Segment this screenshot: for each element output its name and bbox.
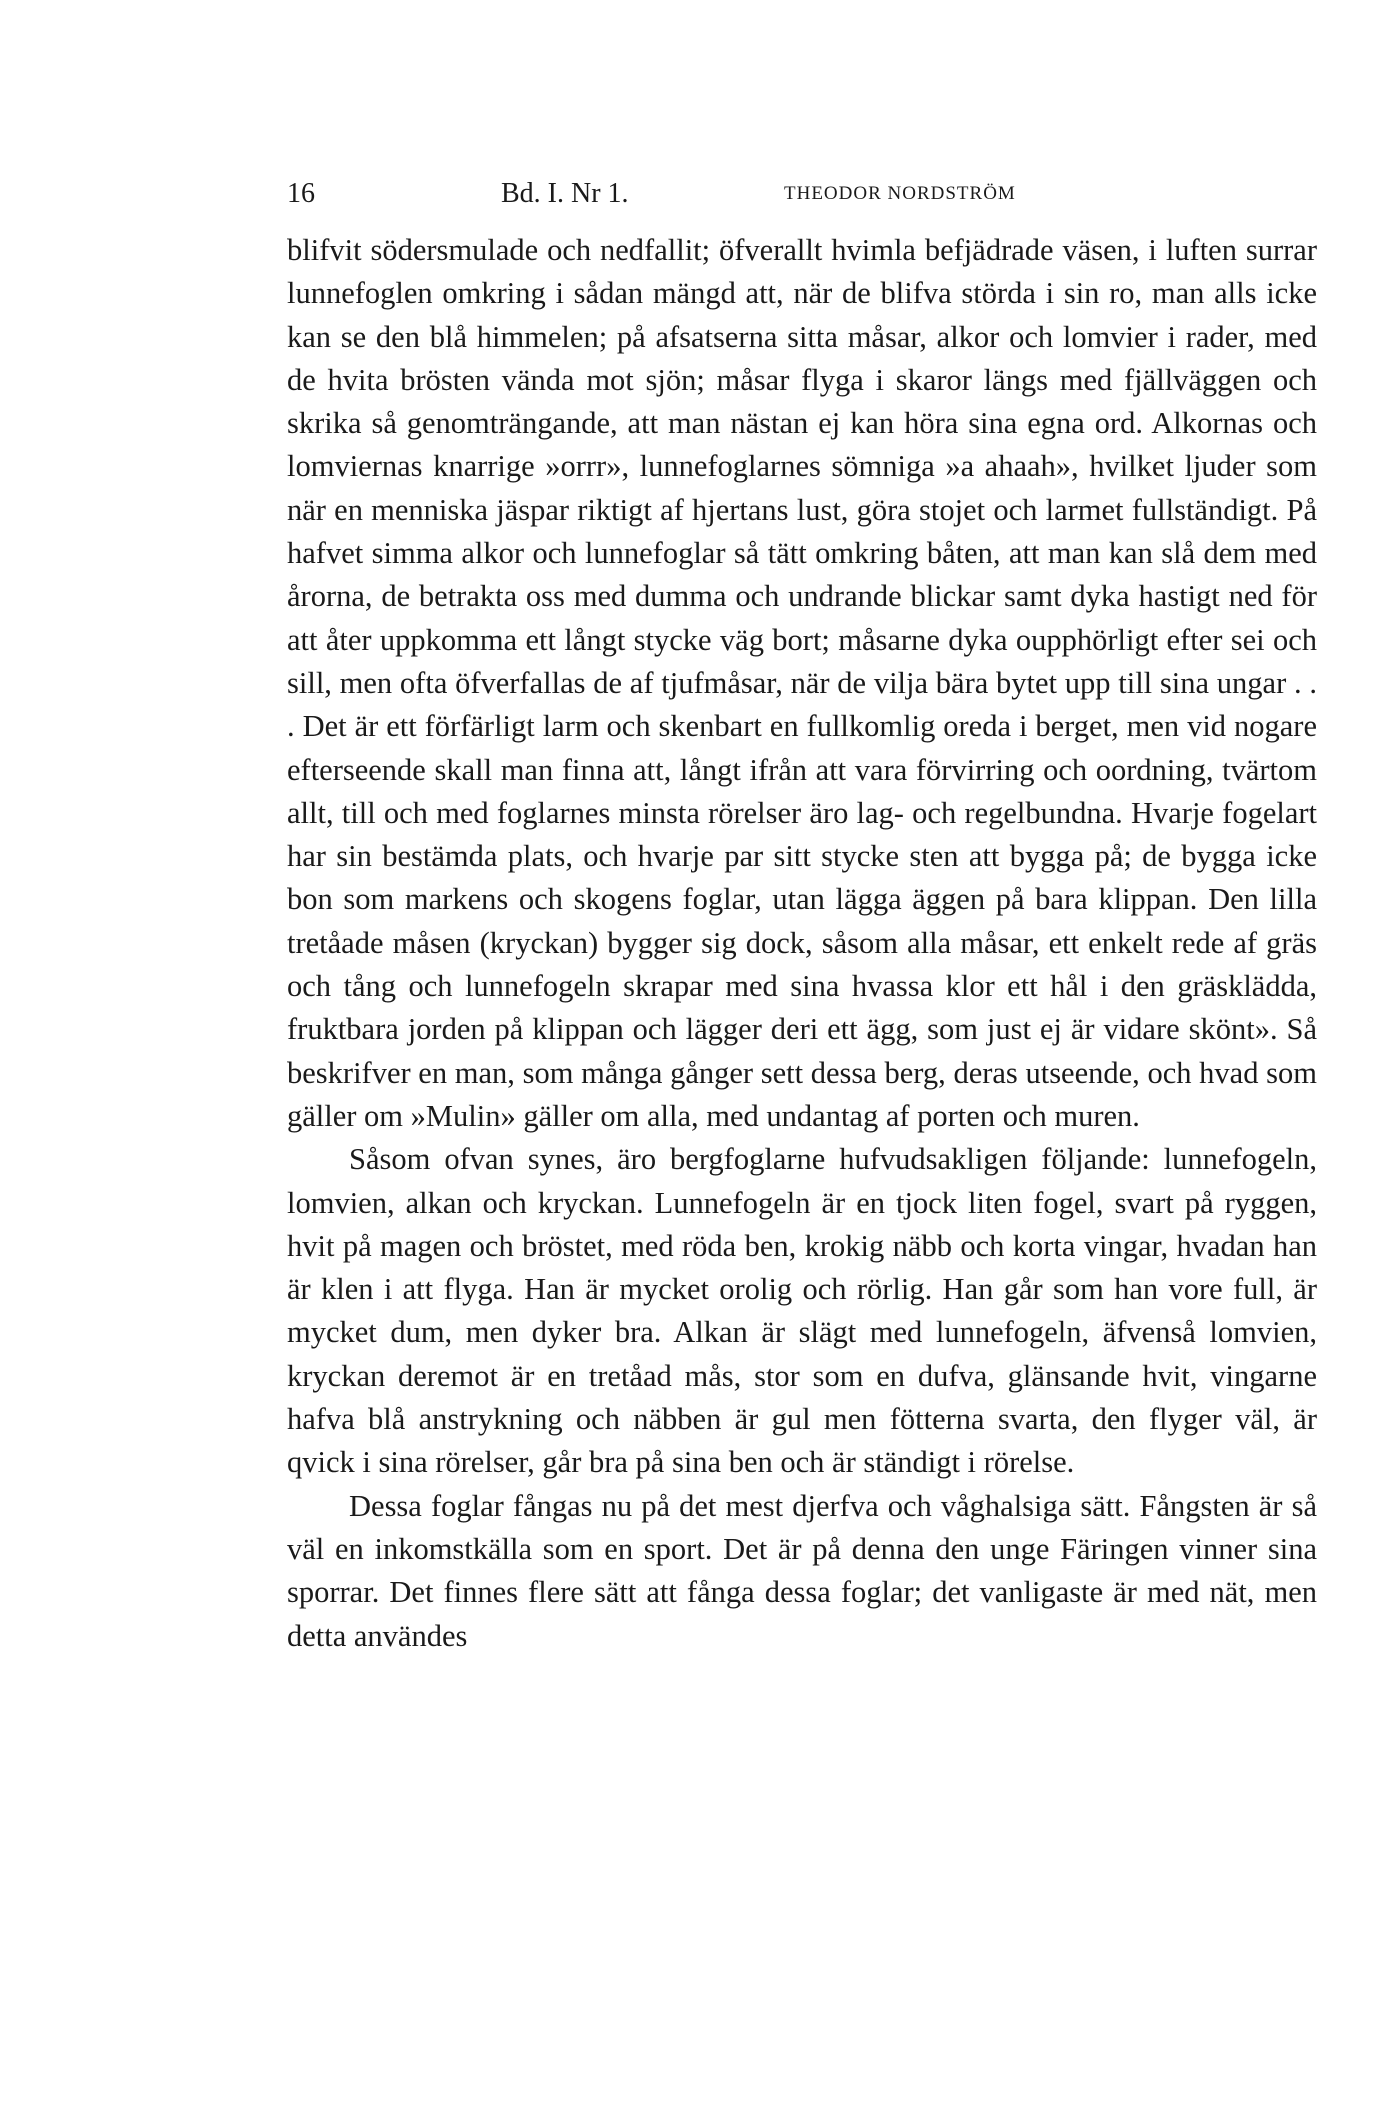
running-author: THEODOR NORDSTRÖM — [784, 183, 1016, 204]
page-number: 16 — [287, 178, 315, 209]
body-text — [287, 229, 1317, 1658]
volume-reference: Bd. I. Nr 1. — [501, 178, 629, 209]
running-header — [287, 174, 1317, 214]
paragraph-3: Dessa foglar fångas nu på det mest djerfva och våghalsiga sätt. Fångsten är så väl en inkomstkälla som en sport. Det är på denna den unge Färingen vinner sina sporrar. Det finnes flere sätt att fånga dessa foglar; det vanligaste är med nät, men detta användes — [287, 1488, 1317, 1653]
paragraph-1: blifvit södersmulade och nedfallit; öfverallt hvimla befjädrade väsen, i luften surrar lunnefoglen omkring i sådan mängd att, när de blifva störda i sin ro, man alls icke kan se den blå himmelen; på afsatserna sitta måsar, alkor och lomvier i rader, med de hvita brösten vända mot sjön; måsar flyga i skaror längs med fjällväggen och skrika så genomträngande, att man nästan ej kan höra sina egna ord. Alkornas och lomviernas knarrige »orrr», lunnefoglarnes sömniga »a ahaah», hvilket ljuder som när en menniska jäspar riktigt af hjertans lust, göra stojet och larmet fullständigt. På hafvet simma alkor och lunnefoglar så tätt omkring båten, att man kan slå dem med årorna, de betrakta oss med dumma och undrande blickar samt dyka hastigt ned för att åter uppkomma ett långt stycke väg bort; måsarne dyka oupphörligt efter sei och sill, men ofta öfverfallas de af tjufmåsar, när de vilja bära bytet upp till sina ungar . . . Det är ett förfärligt larm och skenbart en fullkomlig oreda i berget, men vid nogare efterseende skall man finna att, långt ifrån att vara förvirring och oordning, tvärtom allt, till och med foglarnes minsta rörelser äro lag- och regelbundna. Hvarje fogelart har sin bestämda plats, och hvarje par sitt stycke sten att bygga på; de bygga icke bon som markens och skogens foglar, utan lägga äggen på bara klippan. Den lilla tretåade måsen (kryckan) bygger sig dock, såsom alla måsar, ett enkelt rede af gräs och tång och lunnefogeln skrapar med sina hvassa klor ett hål i den gräsklädda, fruktbara jorden på klippan och lägger deri ett ägg, som just ej är vidare skönt». Så beskrifver en man, som många gånger sett dessa berg, deras utseende, och hvad som gäller om »Mulin» gäller om alla, med undantag af porten och muren. — [287, 233, 1317, 1133]
paragraph-2: Såsom ofvan synes, äro bergfoglarne hufvudsakligen följande: lunnefogeln, lomvien, alkan och kryckan. Lunnefogeln är en tjock liten fogel, svart på ryggen, hvit på magen och bröstet, med röda ben, krokig näbb och korta vingar, hvadan han är klen i att flyga. Han är mycket orolig och rörlig. Han går som han vore full, är mycket dum, men dyker bra. Alkan är slägt med lunnefogeln, äfvenså lomvien, kryckan deremot är en tretåad mås, stor som en dufva, glänsande hvit, vingarne hafva blå anstrykning och näbben är gul men fötterna svarta, den flyger väl, är qvick i sina rörelser, går bra på sina ben och är ständigt i rörelse. — [287, 1142, 1317, 1480]
